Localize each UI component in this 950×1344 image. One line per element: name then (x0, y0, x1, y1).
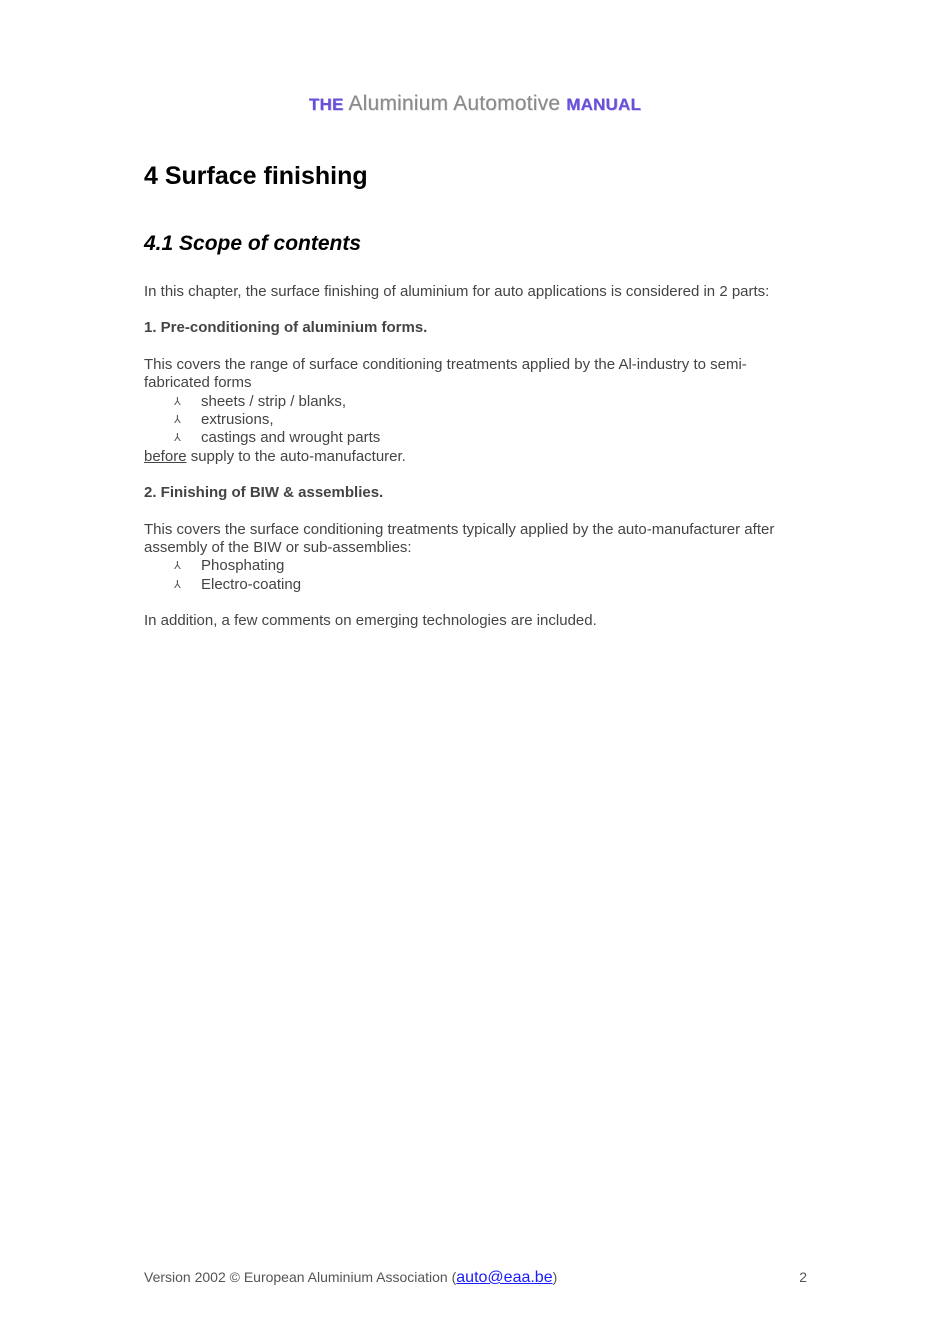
list-item-text: Electro-coating (201, 575, 302, 593)
footer-suffix: ) (552, 1269, 558, 1285)
bullet-icon: ⅄ (174, 578, 181, 591)
part2-heading: 2. Finishing of BIW & assemblies. (144, 484, 384, 502)
list-item (144, 576, 804, 594)
header-the: THE (308, 95, 344, 114)
closing-paragraph: In addition, a few comments on emerging technologies are included. (144, 612, 597, 630)
part2-list (144, 557, 804, 594)
header-manual: MANUAL (566, 95, 642, 114)
list-item-text: Phosphating (201, 557, 285, 575)
part1-after-text: supply to the auto-manufacturer. (186, 447, 406, 465)
email-link[interactable]: auto@eaa.be (456, 1269, 553, 1286)
list-item-text: extrusions, (201, 411, 274, 429)
bullet-icon: ⅄ (174, 560, 181, 573)
list-item (144, 393, 804, 411)
page-number: 2 (799, 1269, 807, 1285)
chapter-title: 4 Surface finishing (144, 162, 368, 190)
list-item-text: castings and wrought parts (201, 429, 381, 447)
header-title: Aluminium Automotive (348, 92, 561, 115)
page-footer (144, 1269, 807, 1287)
list-item (144, 411, 804, 429)
intro-paragraph: In this chapter, the surface finishing of aluminium for auto applications is considered in 2 parts: (144, 283, 770, 300)
bullet-icon: ⅄ (174, 432, 181, 445)
part2-text: This covers the surface conditioning treatments typically applied by the auto-manufacturer after assembly of the BIW or sub-assemblies: (144, 520, 775, 557)
part1-heading: 1. Pre-conditioning of aluminium forms. (144, 319, 428, 337)
part1-list (144, 393, 804, 448)
underlined-word: before (144, 447, 187, 465)
part1-after (144, 448, 804, 466)
running-header (0, 92, 950, 116)
section-title: 4.1 Scope of contents (144, 232, 362, 255)
list-item (144, 557, 804, 575)
list-item-text: sheets / strip / blanks, (201, 392, 347, 410)
bullet-icon: ⅄ (174, 414, 181, 427)
document-body (144, 160, 804, 631)
footer-prefix: Version 2002 © European Aluminium Association ( (144, 1269, 457, 1285)
bullet-icon: ⅄ (174, 395, 181, 408)
list-item (144, 429, 804, 447)
part1-text: This covers the range of surface conditioning treatments applied by the Al-industry to semi-fabricated forms (144, 355, 747, 392)
